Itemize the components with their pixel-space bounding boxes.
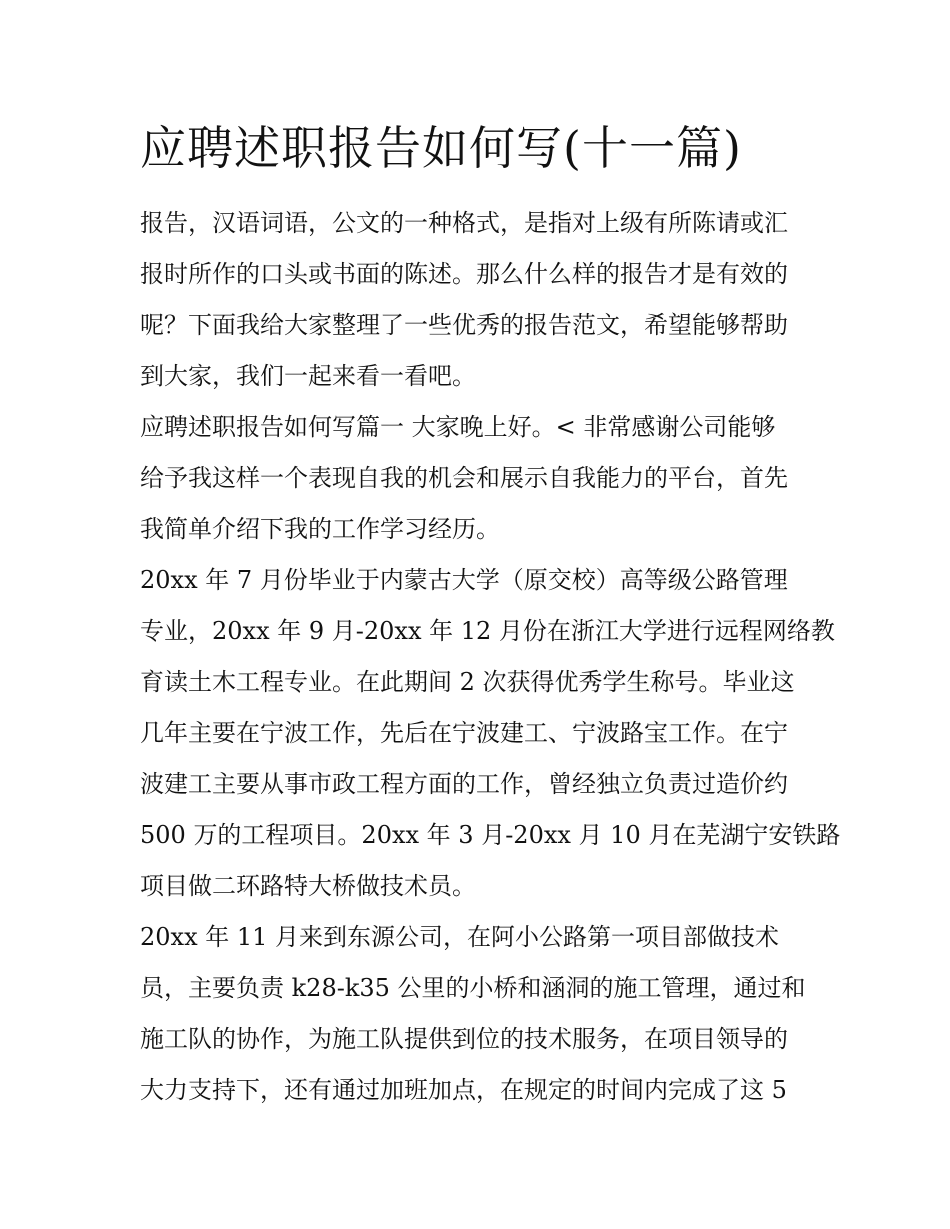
paragraph-line: 波建工主要从事市政工程方面的工作，曾经独立负责过造价约: [140, 770, 788, 798]
paragraph-line: 500 万的工程项目。20xx 年 3 月-20xx 月 10 月在芜湖宁安铁路: [140, 821, 841, 849]
paragraph-line: 到大家，我们一起来看一看吧。: [140, 362, 476, 390]
paragraph-line: 我简单介绍下我的工作学习经历。: [140, 515, 500, 543]
paragraph-line: 给予我这样一个表现自我的机会和展示自我能力的平台，首先: [140, 464, 788, 492]
document-title: 应聘述职报告如何写(十一篇): [140, 121, 742, 175]
paragraph-line: 专业，20xx 年 9 月-20xx 年 12 月份在浙江大学进行远程网络教: [140, 617, 835, 645]
paragraph-line: 几年主要在宁波工作，先后在宁波建工、宁波路宝工作。在宁: [140, 719, 788, 747]
paragraph-line: 育读土木工程专业。在此期间 2 次获得优秀学生称号。毕业这: [140, 668, 795, 696]
paragraph-line: 施工队的协作，为施工队提供到位的技术服务，在项目领导的: [140, 1025, 788, 1053]
paragraph-line: 20xx 年 11 月来到东源公司，在阿小公路第一项目部做技术: [140, 923, 780, 951]
paragraph-line: 报告，汉语词语，公文的一种格式，是指对上级有所陈请或汇: [140, 209, 788, 237]
paragraph-line: 项目做二环路特大桥做技术员。: [140, 872, 476, 900]
paragraph-line: 员，主要负责 k28-k35 公里的小桥和涵洞的施工管理，通过和: [140, 974, 806, 1002]
paragraph-line: 呢？下面我给大家整理了一些优秀的报告范文，希望能够帮助: [140, 311, 788, 339]
paragraph-line: 应聘述职报告如何写篇一 大家晚上好。< 非常感谢公司能够: [140, 413, 776, 441]
paragraph-line: 报时所作的口头或书面的陈述。那么什么样的报告才是有效的: [140, 260, 788, 288]
paragraph-line: 20xx 年 7 月份毕业于内蒙古大学（原交校）高等级公路管理: [140, 566, 788, 594]
paragraph-line: 大力支持下，还有通过加班加点，在规定的时间内完成了这 5: [140, 1076, 787, 1104]
